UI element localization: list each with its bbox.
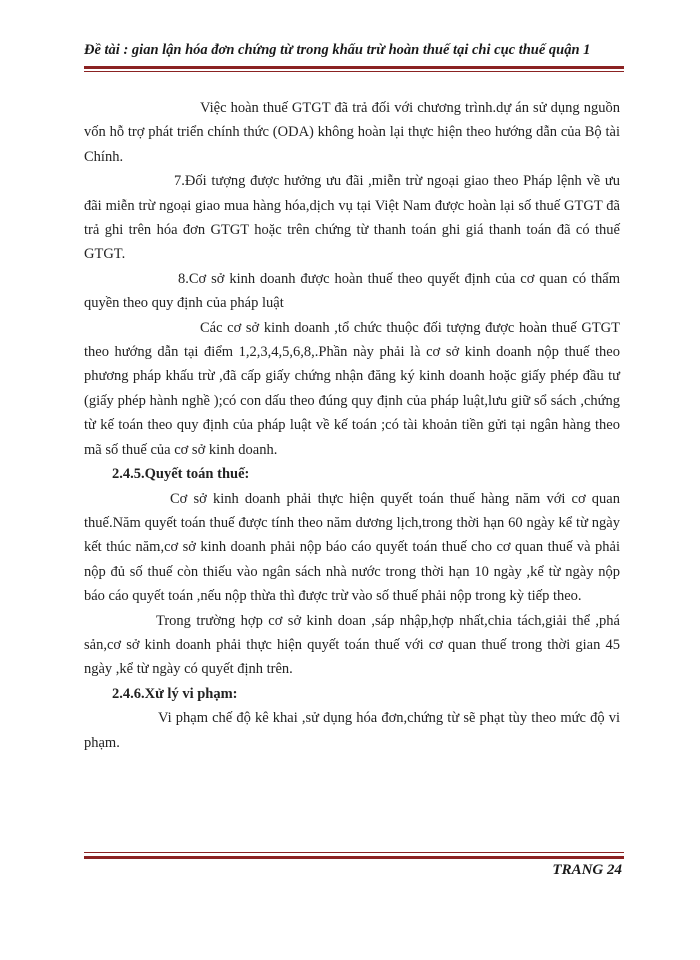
paragraph-merger-settlement: Trong trường hợp cơ sở kinh doan ,sáp nhập,hợp nhất,chia tách,giải thể ,phá sản,cơ sở kinh doanh phải thực hiện quyết toán thuế với cơ quan thuế trong thời gian 45 ngày ,kể từ ngày có quyết định trên. bbox=[84, 612, 620, 678]
page-header-title: Đề tài : gian lận hóa đơn chứng từ trong khấu trừ hoàn thuế tại chi cục thuế quận 1 bbox=[84, 42, 591, 58]
header-rule-thick bbox=[84, 66, 624, 69]
section-heading-2-4-6: 2.4.6.Xử lý vi phạm: bbox=[112, 685, 238, 702]
page-number-label: TRANG 24 bbox=[552, 862, 622, 878]
paragraph-oda-refund: Việc hoàn thuế GTGT đã trả đối với chương trình.dự án sử dụng nguồn vốn hỗ trợ phát triển chính thức (ODA) không hoàn lại thực hiện theo hướng dẫn của Bộ tài Chính. bbox=[84, 100, 620, 165]
footer-rule-thin bbox=[84, 852, 624, 853]
section-heading-2-4-5: 2.4.5.Quyết toán thuế: bbox=[112, 466, 250, 483]
paragraph-tax-settlement: Cơ sở kinh doanh phải thực hiện quyết toán thuế hàng năm với cơ quan thuế.Năm quyết toán thuế được tính theo năm dương lịch,trong thời hạn 60 ngày kể từ ngày kết thúc năm,cơ sở kinh doanh phải nộp báo cáo quyết toán thuế cho cơ quan thuế và phải nộp đủ số thuế còn thiếu vào ngân sách nhà nước trong thời hạn 10 ngày ,kể từ ngày nộp báo cáo quyết toán ,nếu nộp thừa thì được trừ vào số thuế phải nộp trong kỳ tiếp theo. bbox=[84, 490, 620, 605]
paragraph-item-7: 7.Đối tượng được hưởng ưu đãi ,miễn trừ ngoại giao theo Pháp lệnh về ưu đãi miễn trừ ngoại giao mua hàng hóa,dịch vụ tại Việt Nam được hoàn lại số thuế GTGT đã trả ghi trên hóa đơn GTGT hoặc trên chứng từ thanh toán ghi giá thanh toán đã có thuế GTGT. bbox=[84, 173, 620, 263]
paragraph-eligible-businesses: Các cơ sở kinh doanh ,tổ chức thuộc đối tượng được hoàn thuế GTGT theo hướng dẫn tại điểm 1,2,3,4,5,6,8,.Phần này phải là cơ sở kinh doanh nộp thuế theo phương pháp khấu trừ ,đã cấp giấy chứng nhận đăng ký kinh doanh hoặc giấy phép đầu tư (giấy phép hành nghề );có con dấu theo đúng quy định của pháp luật,lưu giữ sổ sách ,chứng từ kế toán theo quy định của pháp luật về kế toán ;có tài khoản tiền gửi tại ngân hàng theo mã số thuế của cơ sở kinh doanh. bbox=[84, 319, 620, 458]
header-rule-thin bbox=[84, 71, 624, 72]
footer-rule-thick bbox=[84, 856, 624, 859]
document-body bbox=[84, 96, 620, 755]
paragraph-violations: Vi phạm chế độ kê khai ,sử dụng hóa đơn,chứng từ sẽ phạt tùy theo mức độ vi phạm. bbox=[84, 710, 620, 751]
paragraph-item-8: 8.Cơ sở kinh doanh được hoàn thuế theo quyết định của cơ quan có thẩm quyền theo quy định của pháp luật bbox=[84, 270, 620, 312]
